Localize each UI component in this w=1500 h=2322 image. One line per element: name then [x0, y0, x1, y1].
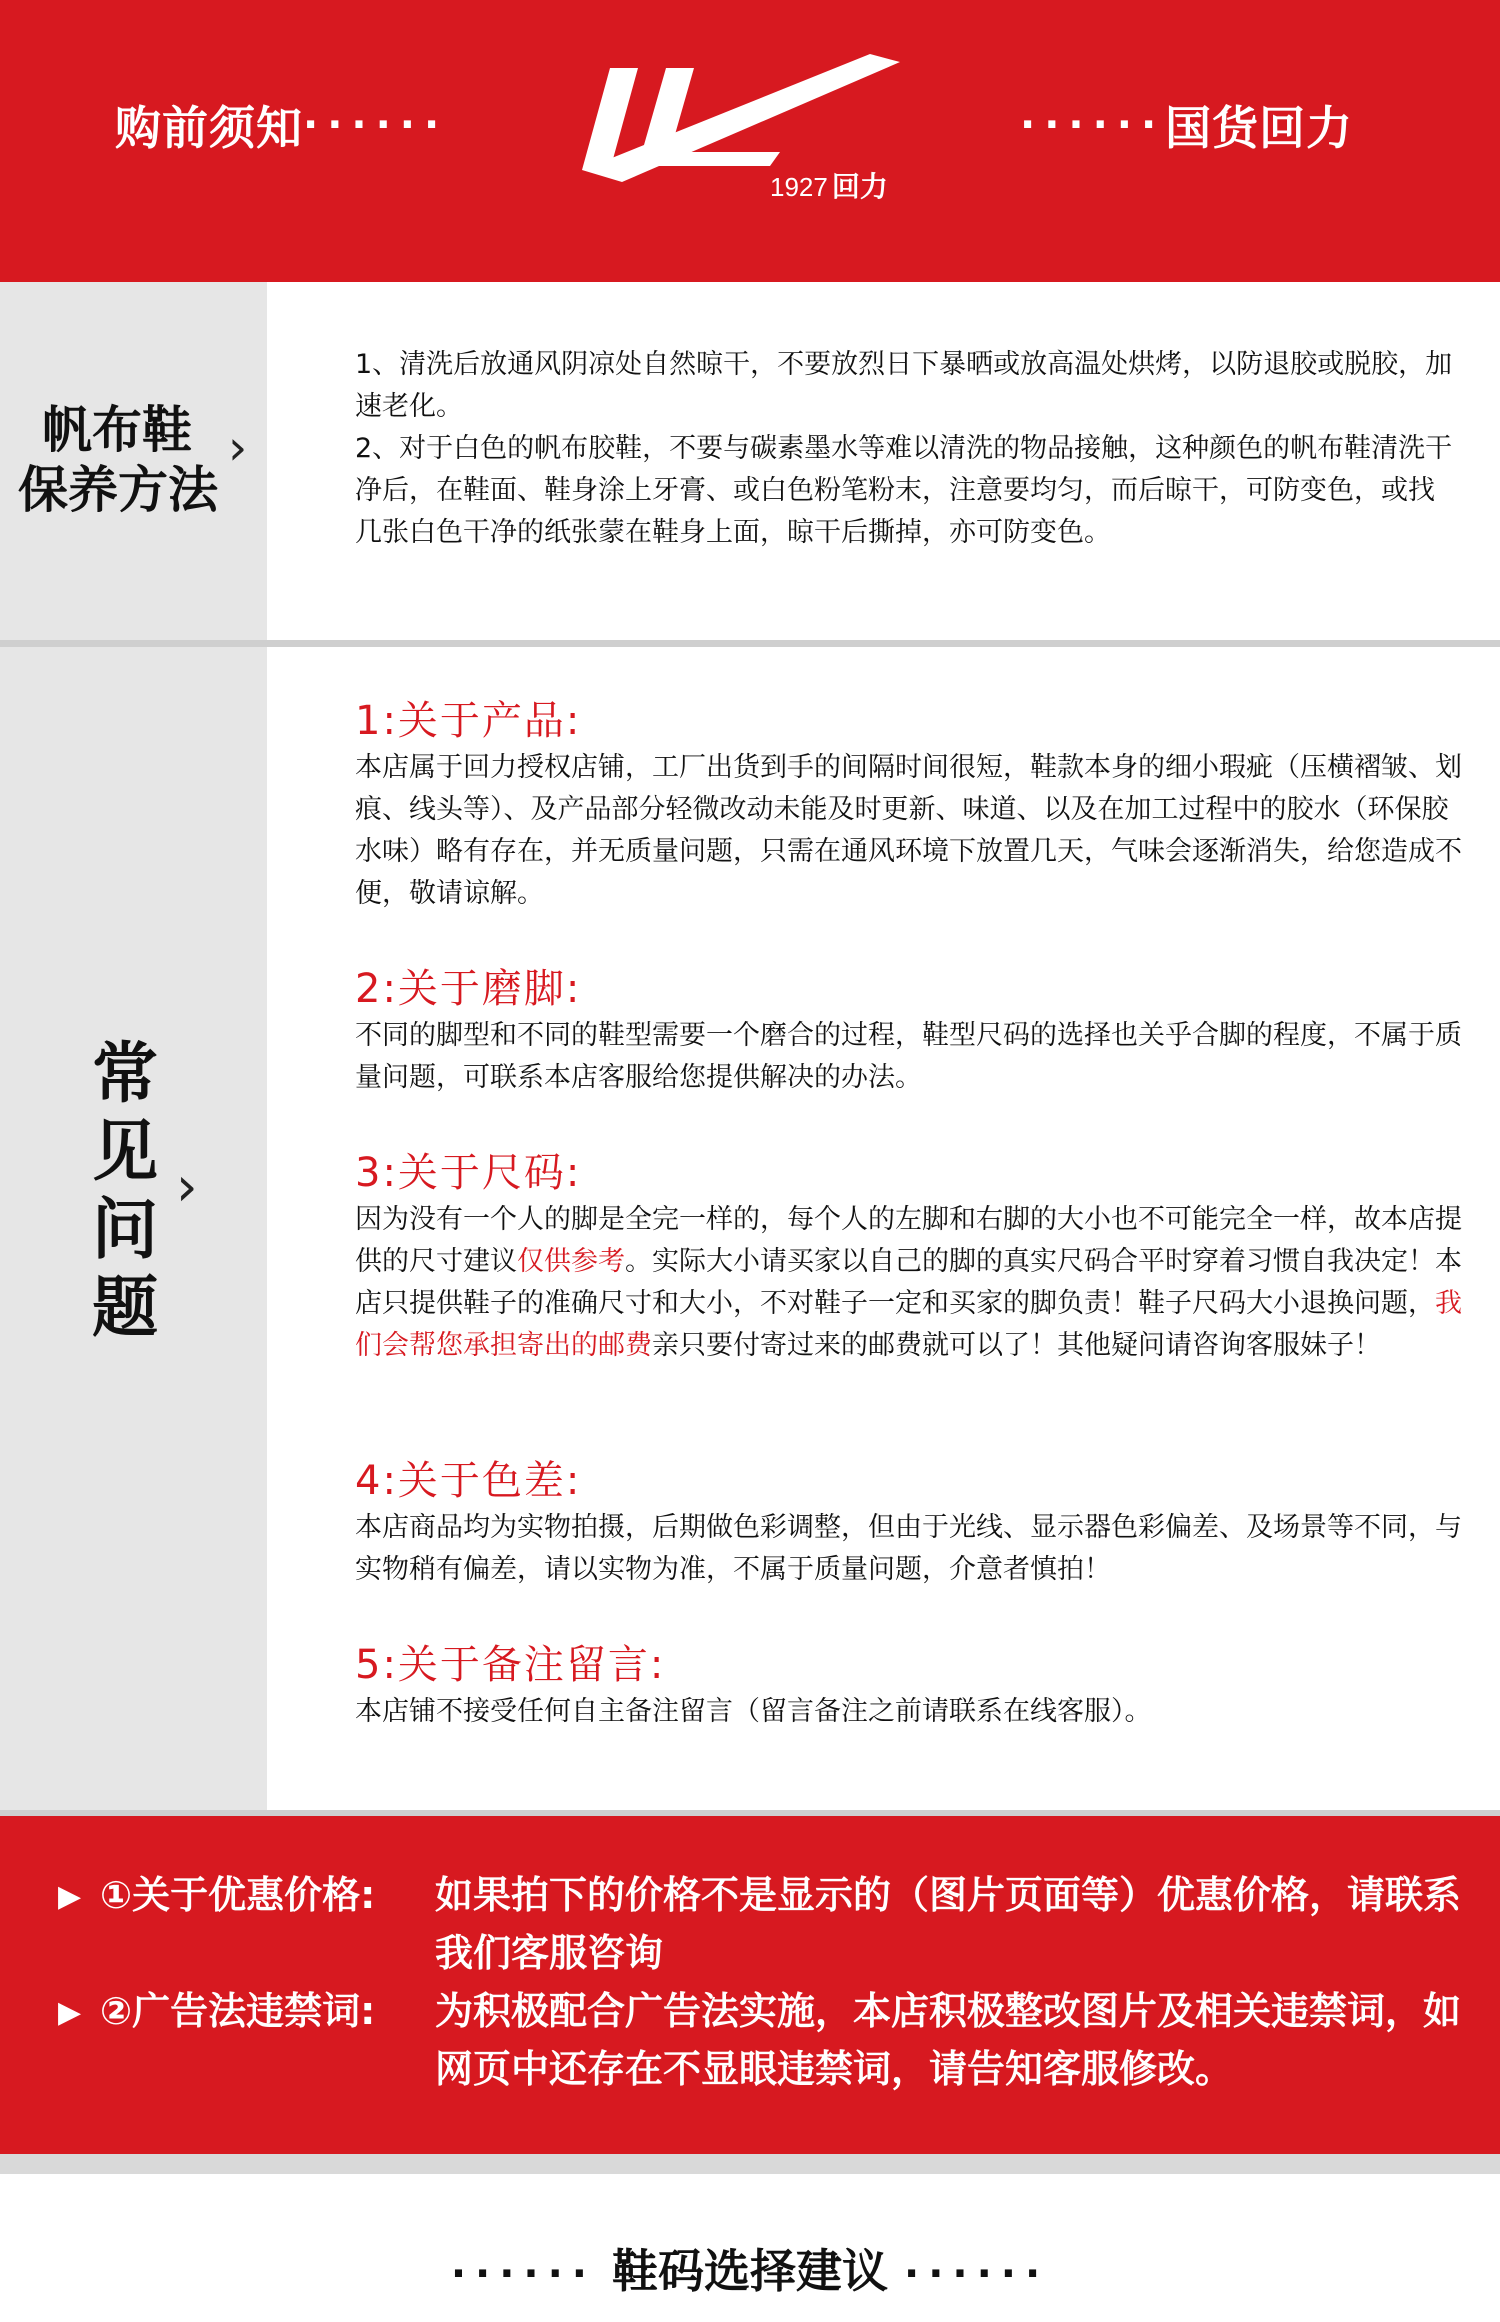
care-paragraph-1: 1、清洗后放通风阴凉处自然晾干，不要放烈日下暴晒或放高温处烘烤，以防退胶或脱胶，加速老化。	[355, 349, 1453, 422]
triangle-right-icon: ▶	[58, 1879, 82, 1914]
size-guide-heading	[0, 2235, 1500, 2301]
faq-heading: 3:关于尺码:	[355, 1150, 582, 1196]
care-paragraph-2: 2、对于白色的帆布胶鞋，不要与碳素墨水等难以清洗的物品接触，这种颜色的帆布鞋清洗干净后，在鞋面、鞋身涂上牙膏、或白色粉笔粉末，注意要均匀，而后晾干，可防变色，或找几张白色干净的纸张蒙在鞋身上面，晾干后撕掉，亦可防变色。	[355, 433, 1453, 548]
logo-caption	[770, 165, 888, 205]
footer-dots-left: ······	[450, 2251, 596, 2297]
notice-label: ①关于优惠价格:	[100, 1873, 376, 1917]
faq-body: 本店铺不接受任何自主备注留言（留言备注之前请联系在线客服）。	[355, 1696, 1152, 1727]
footer-dots-right: ······	[904, 2251, 1050, 2297]
notice-ad-law	[58, 1982, 1462, 2098]
faq-body: 本店属于回力授权店铺，工厂出货到手的间隔时间很短，鞋款本身的细小瑕疵（压横褶皱、划痕、线头等）、及产品部分轻微改动未能及时更新、味道、以及在加工过程中的胶水（环保胶水味）略有存在，并无质量问题，只需在通风环境下放置几天，气味会逐渐消失，给您造成不便，敬请谅解。	[355, 752, 1462, 909]
care-title-line2: 保养方法	[18, 461, 218, 519]
notice-band	[0, 1816, 1500, 2154]
notice-text: 如果拍下的价格不是显示的（图片页面等）优惠价格，请联系我们客服咨询	[435, 1873, 1462, 1975]
faq-item-size	[355, 1147, 1475, 1367]
faq-highlight: 我们会帮您承担寄出的邮费	[355, 1288, 1462, 1361]
notice-price	[58, 1866, 1462, 1982]
header-banner	[0, 0, 1500, 282]
faq-item-product	[355, 695, 1475, 915]
care-sidebar	[0, 282, 267, 640]
faq-heading: 1:关于产品:	[355, 698, 582, 744]
faq-body-text: 因为没有一个人的脚是全完一样的，每个人的左脚和右脚的大小也不可能完全一样，故本店提供的尺寸建议	[355, 1204, 1462, 1277]
faq-body-text: 亲只要付寄过来的邮费就可以了！其他疑问请咨询客服妹子！	[652, 1330, 1381, 1361]
logo-year: 1927	[770, 172, 828, 202]
faq-section	[0, 647, 1500, 1810]
chevron-right-icon: ›	[176, 1155, 198, 1218]
header-right-label: 国货回力	[1165, 101, 1354, 155]
faq-item-notes	[355, 1639, 1475, 1733]
logo-brand: 回力	[831, 171, 888, 202]
faq-heading: 5:关于备注留言:	[355, 1642, 666, 1688]
section-divider	[0, 640, 1500, 647]
faq-body: 本店商品均为实物拍摄，后期做色彩调整，但由于光线、显示器色彩偏差、及场景等不同，与实物稍有偏差，请以实物为准，不属于质量问题，介意者慎拍！	[355, 1512, 1462, 1585]
faq-body: 不同的脚型和不同的鞋型需要一个磨合的过程，鞋型尺码的选择也关乎合脚的程度，不属于质量问题，可联系本店客服给您提供解决的办法。	[355, 1020, 1462, 1093]
faq-sidebar	[0, 647, 267, 1810]
faq-item-color	[355, 1455, 1475, 1591]
chevron-right-icon: ›	[228, 420, 248, 476]
triangle-right-icon: ▶	[58, 1995, 82, 2030]
header-right	[1020, 95, 1353, 155]
faq-heading: 2:关于磨脚:	[355, 966, 582, 1012]
footer-divider	[0, 2154, 1500, 2174]
notice-text: 为积极配合广告法实施，本店积极整改图片及相关违禁词，如网页中还存在不显眼违禁词，请告知客服修改。	[435, 1989, 1462, 2091]
footer-title-text: 鞋码选择建议	[612, 2244, 888, 2298]
header-left	[115, 95, 448, 155]
care-section	[0, 282, 1500, 640]
faq-heading: 4:关于色差:	[355, 1458, 582, 1504]
notice-label: ②广告法违禁词:	[100, 1989, 376, 2033]
faq-item-fit	[355, 963, 1475, 1099]
care-title-line1: 帆布鞋	[42, 401, 192, 459]
header-right-dots: ······	[1020, 102, 1166, 148]
header-left-label: 购前须知	[115, 101, 303, 155]
faq-body-text: 。实际大小请买家以自己的脚的真实尺码合平时穿着习惯自我决定！本店只提供鞋子的准确尺寸和大小，不对鞋子一定和买家的脚负责！鞋子尺码大小退换问题，	[355, 1246, 1462, 1319]
faq-highlight: 仅供参考	[517, 1246, 625, 1277]
care-title	[18, 400, 218, 520]
faq-body	[355, 1199, 1475, 1367]
header-left-dots: ······	[303, 102, 449, 148]
faq-title: 常见问题	[92, 1035, 158, 1346]
care-body	[355, 344, 1455, 554]
